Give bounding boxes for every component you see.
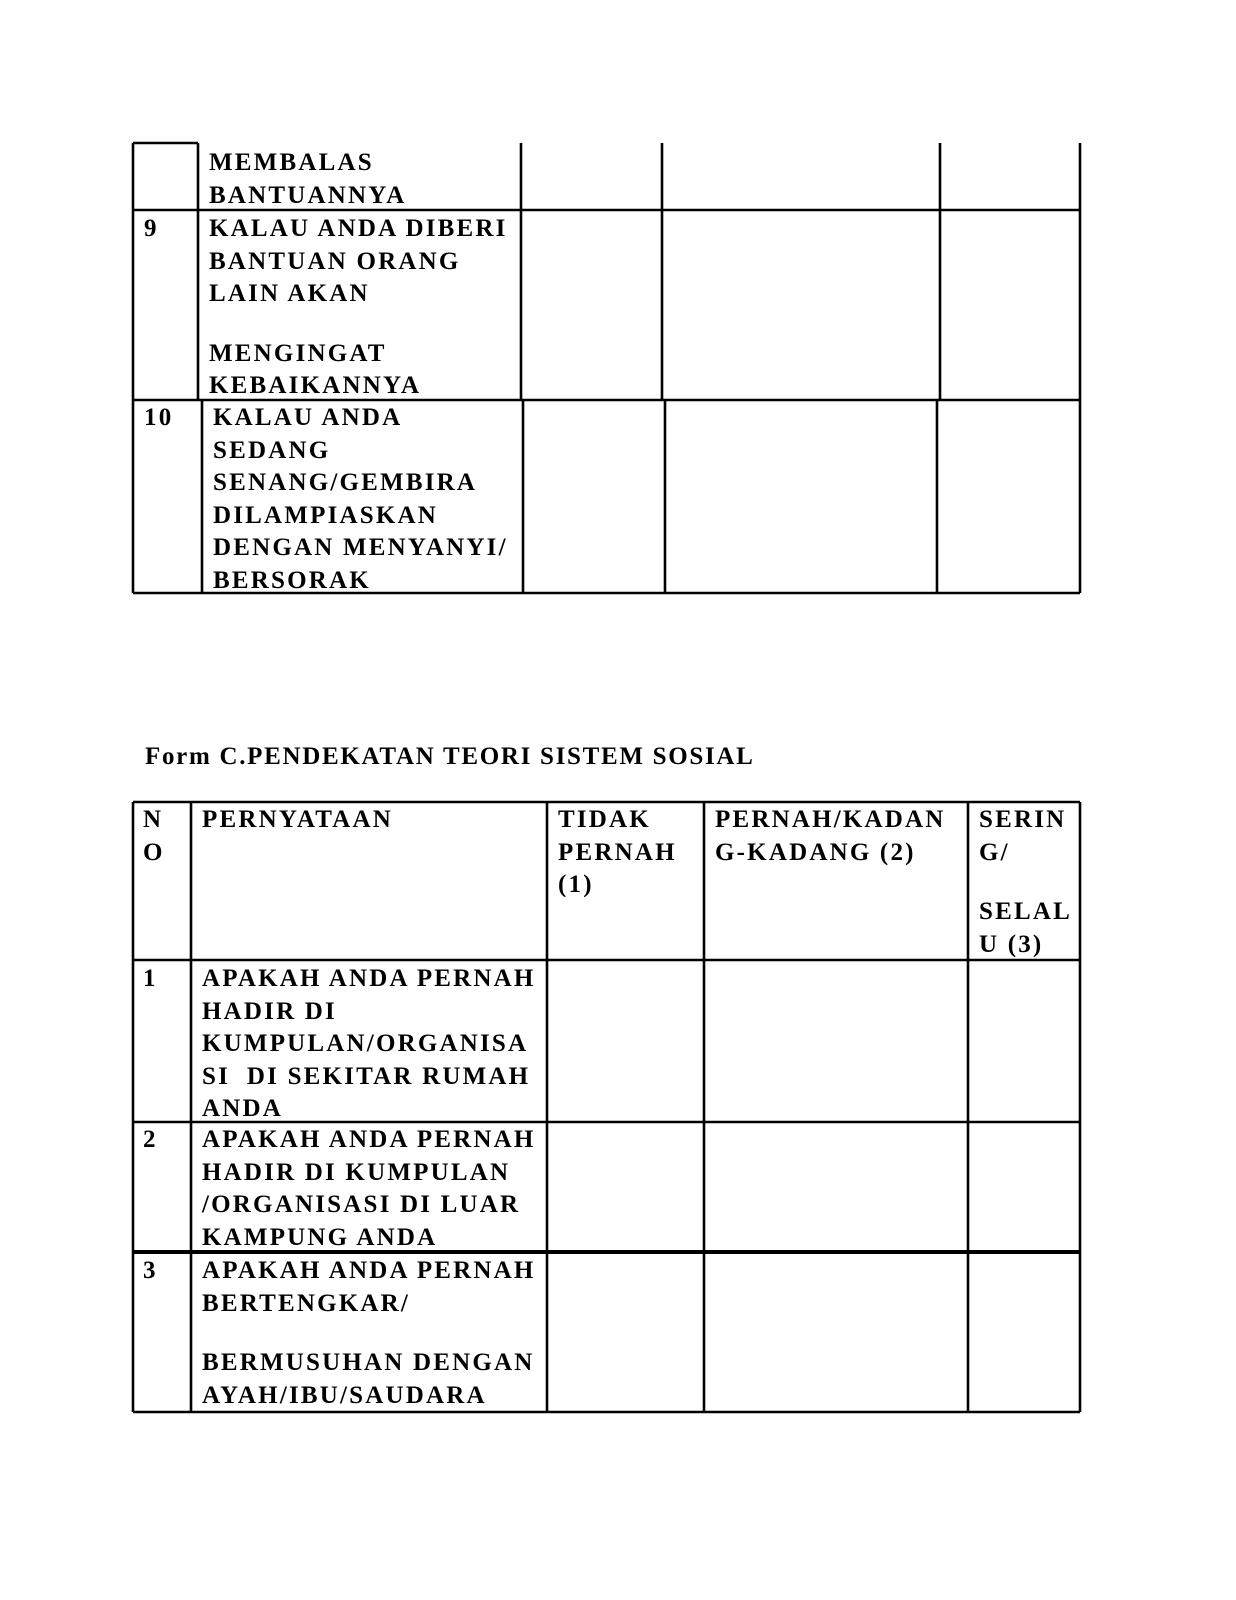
statement-line: BANTUAN ORANG <box>209 247 461 275</box>
statement-line: KUMPULAN/ORGANISA <box>202 1030 529 1057</box>
statement-cell <box>209 147 407 212</box>
header-line: SERIN <box>979 806 1067 833</box>
header-line: PERNYATAAN <box>202 806 393 833</box>
statement-line: BANTUANNYA <box>209 181 407 209</box>
statement-line: APAKAH ANDA PERNAH <box>202 1126 536 1153</box>
header-line: SELAL <box>979 898 1072 925</box>
statement-line: HADIR DI <box>202 997 337 1025</box>
statement-cell <box>202 1255 536 1412</box>
header-never <box>558 804 677 902</box>
statement-line: BERSORAK <box>213 566 371 594</box>
header-statement <box>202 804 393 837</box>
header-no <box>143 804 165 869</box>
header-line: U (3) <box>979 930 1044 958</box>
statement-line: HADIR DI KUMPULAN <box>202 1158 511 1186</box>
row-number: 9 <box>144 215 159 242</box>
header-line: N <box>143 806 164 833</box>
statement-line: DILAMPIASKAN <box>213 501 439 529</box>
header-line: PERNAH/KADAN <box>715 806 946 833</box>
statement-line: SENANG/GEMBIRA <box>213 469 478 496</box>
statement-line: SI DI SEKITAR RUMAH <box>202 1062 531 1090</box>
form-title: Form C.PENDEKATAN TEORI SISTEM SOSIAL <box>145 743 755 770</box>
header-line: TIDAK <box>558 806 651 833</box>
row-number: 1 <box>143 965 158 992</box>
statement-line: MENGINGAT <box>209 339 387 367</box>
statement-line: BERTENGKAR/ <box>202 1289 411 1317</box>
header-sometimes <box>715 804 946 869</box>
statement-line: KALAU ANDA <box>213 404 403 431</box>
statement-line: /ORGANISASI DI LUAR <box>202 1191 521 1218</box>
header-line: G-KADANG (2) <box>715 838 916 866</box>
row-number: 10 <box>144 404 174 431</box>
statement-cell <box>209 213 508 403</box>
statement-line: SEDANG <box>213 436 331 464</box>
statement-line: BERMUSUHAN DENGAN <box>202 1349 535 1376</box>
header-line: PERNAH <box>558 838 677 866</box>
statement-line: ANDA <box>202 1095 284 1122</box>
statement-cell <box>202 1124 536 1254</box>
row-number: 3 <box>143 1257 158 1284</box>
statement-cell <box>202 963 536 1126</box>
statement-line: KAMPUNG ANDA <box>202 1223 438 1251</box>
statement-line: APAKAH ANDA PERNAH <box>202 1257 536 1284</box>
statement-line: APAKAH ANDA PERNAH <box>202 965 536 992</box>
statement-line: AYAH/IBU/SAUDARA <box>202 1381 487 1409</box>
statement-line: KEBAIKANNYA <box>209 372 422 399</box>
row-number: 2 <box>143 1126 158 1153</box>
header-line: G/ <box>979 838 1010 866</box>
statement-line: KALAU ANDA DIBERI <box>209 215 508 242</box>
header-line: O <box>143 838 165 866</box>
statement-cell <box>213 402 508 597</box>
statement-line: MEMBALAS <box>209 149 374 176</box>
statement-line: LAIN AKAN <box>209 280 370 307</box>
statement-line: DENGAN MENYANYI/ <box>213 534 508 561</box>
header-often <box>979 804 1072 961</box>
header-line: (1) <box>558 871 594 898</box>
